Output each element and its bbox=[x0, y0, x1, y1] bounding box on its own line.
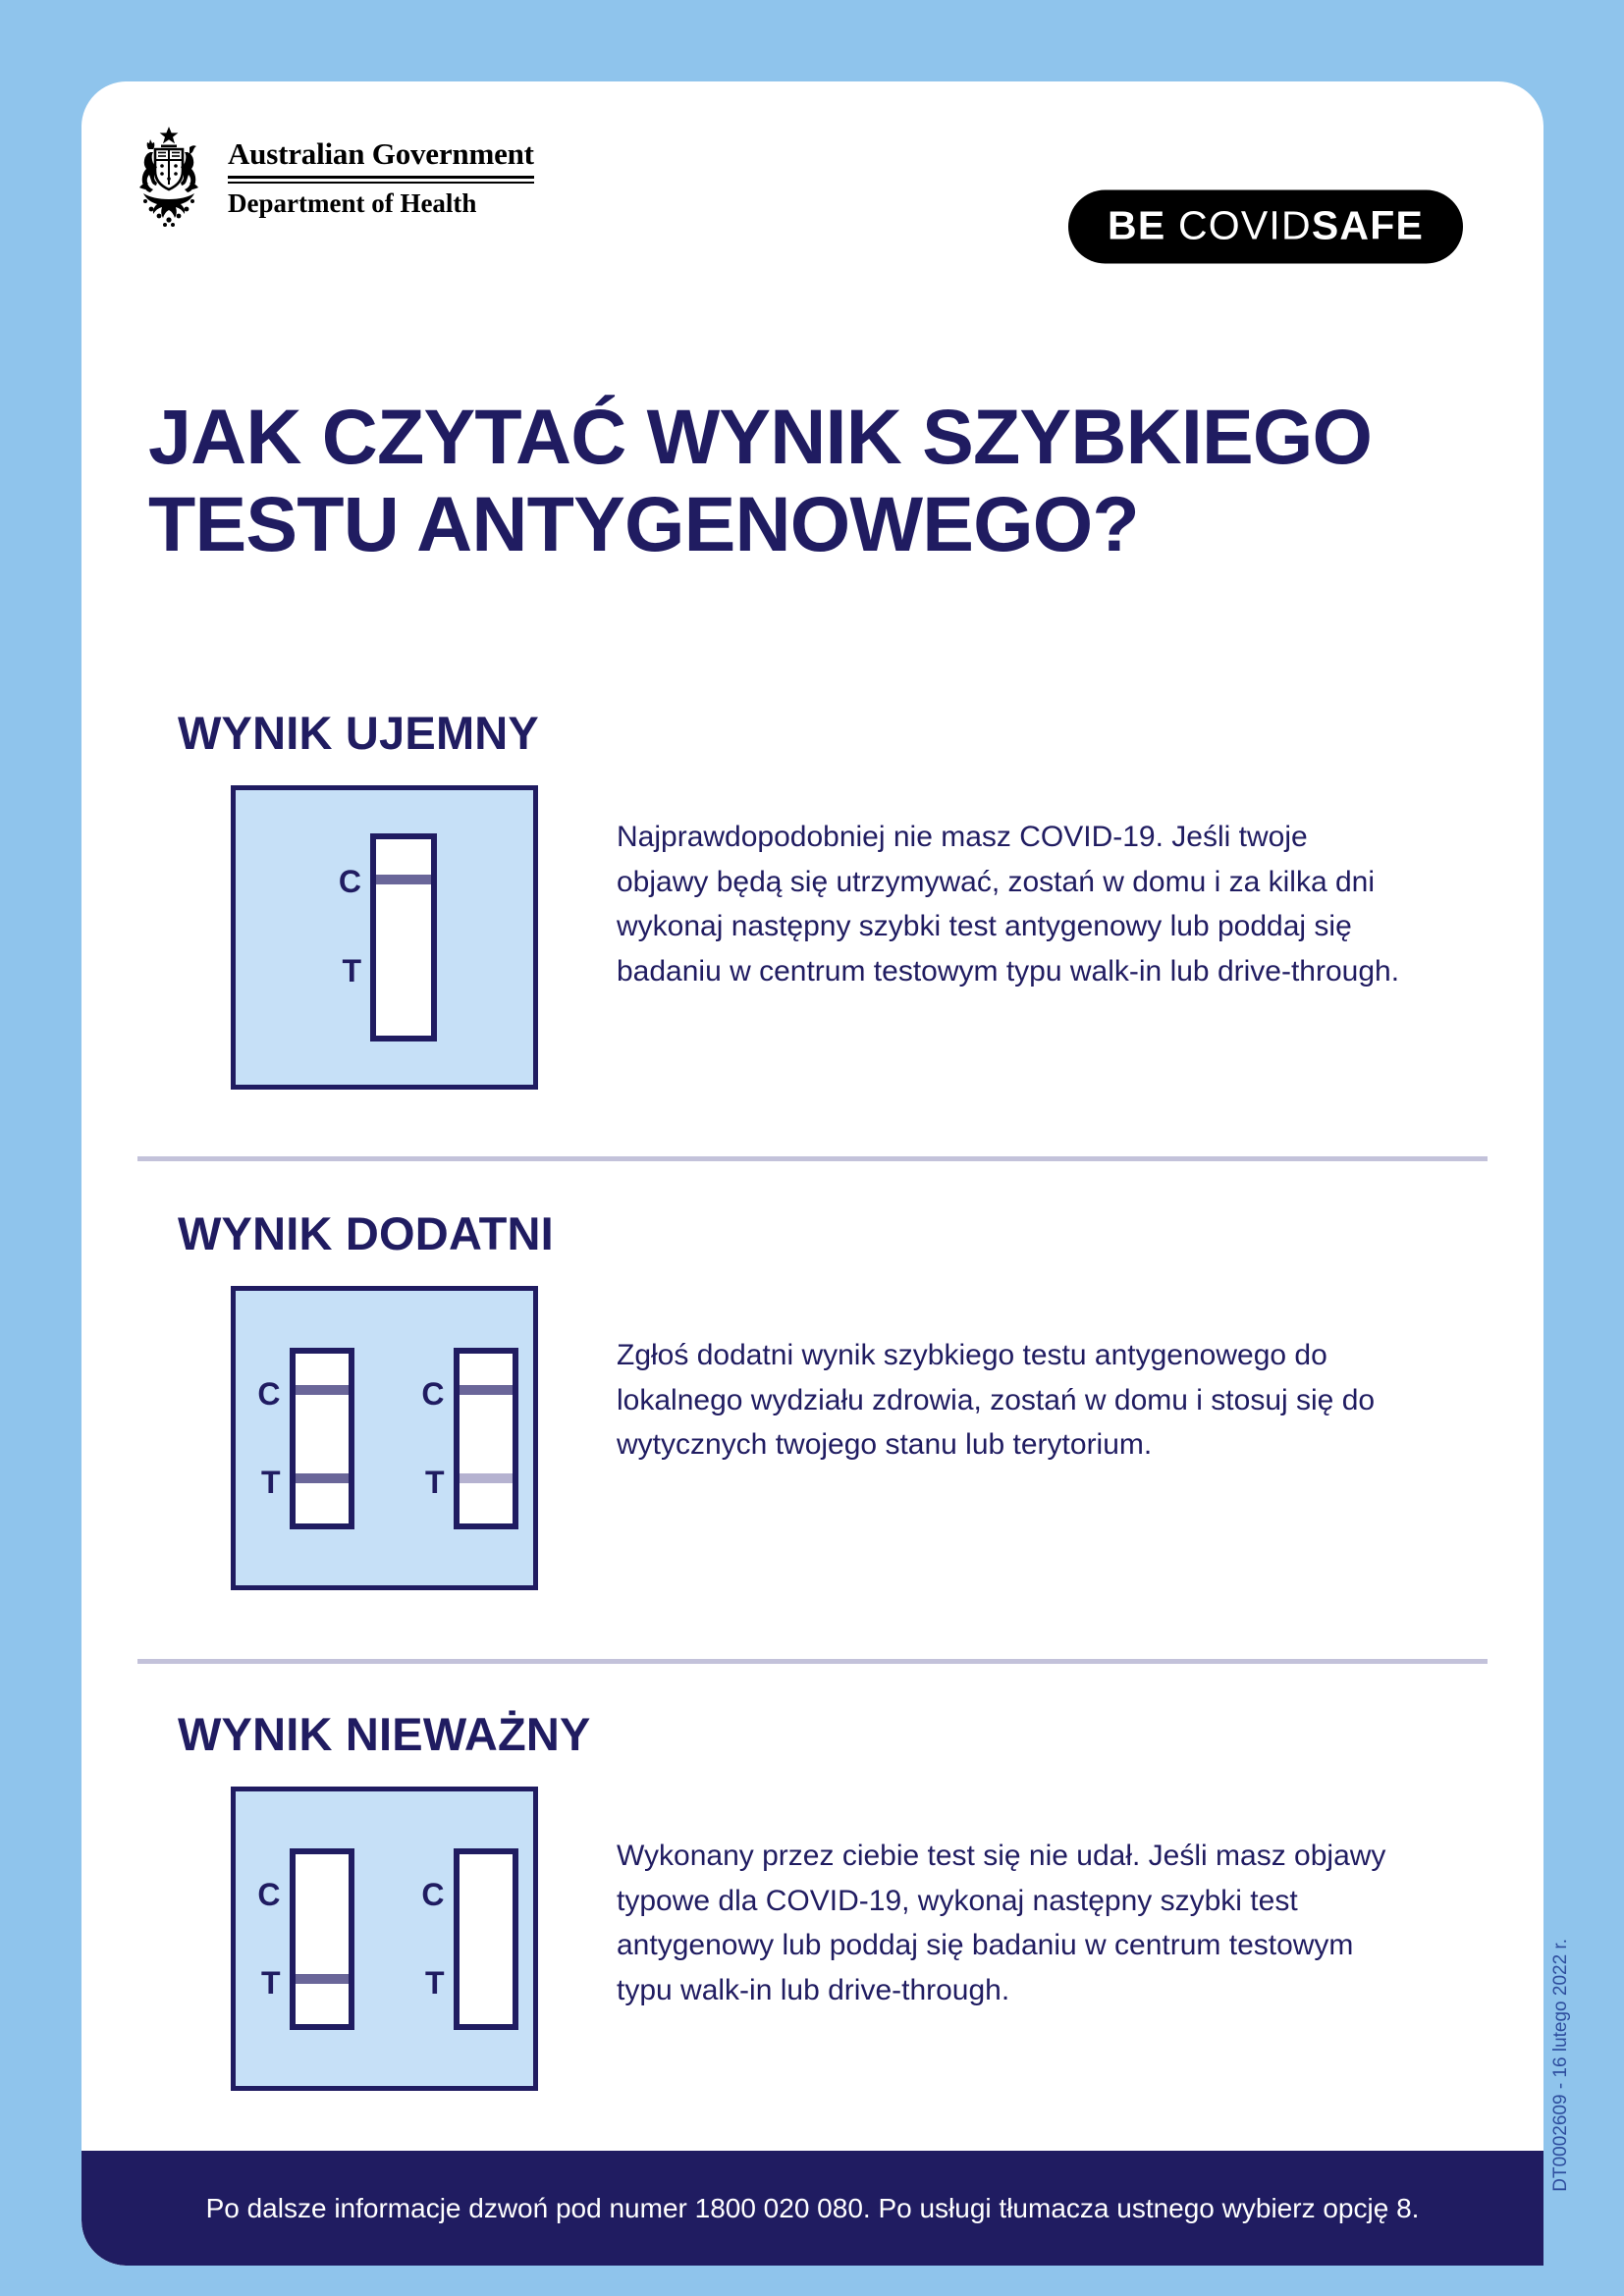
page-title bbox=[148, 393, 1503, 568]
covidsafe-mid: COVID bbox=[1177, 202, 1312, 248]
section-text-invalid: Wykonany przez ciebie test się nie udał. Jeśli masz objawy typowe dla COVID-19, wykonaj następny szybki test antygenowy lub poddaj się badaniu w centrum testowym typu walk-in lub drive-through. bbox=[617, 1840, 1386, 2006]
section-heading-invalid: WYNIK NIEWAŻNY bbox=[178, 1708, 591, 1760]
wordmark-rule-thick bbox=[228, 176, 534, 179]
section-body-positive bbox=[81, 1286, 1543, 1590]
wordmark-rule-thin bbox=[228, 182, 534, 184]
cassette-window bbox=[454, 1348, 518, 1529]
government-branding bbox=[124, 123, 534, 233]
test-label: T bbox=[260, 1964, 281, 2001]
control-label: C bbox=[421, 1375, 445, 1412]
cassette-invalid-1 bbox=[251, 1848, 354, 2030]
cassette-panel-invalid bbox=[231, 1787, 538, 2091]
figure-positive bbox=[231, 1286, 538, 1590]
document-code-vertical: DT0002609 - 16 lutego 2022 r. bbox=[1550, 1939, 1571, 2192]
cassette-invalid-2 bbox=[415, 1848, 518, 2030]
section-positive-result bbox=[81, 1207, 1543, 1590]
covidsafe-prefix: BE bbox=[1108, 202, 1178, 248]
cassette-labels bbox=[251, 1848, 281, 2030]
cassette-panel-positive bbox=[231, 1286, 538, 1590]
section-heading-positive: WYNIK DODATNI bbox=[178, 1207, 554, 1259]
cassette-window bbox=[454, 1848, 518, 2030]
page-title-line-1: JAK CZYTAĆ WYNIK SZYBKIEGO bbox=[148, 393, 1373, 480]
control-label: C bbox=[257, 1375, 281, 1412]
government-wordmark bbox=[228, 123, 534, 217]
cassette-labels bbox=[251, 1348, 281, 1529]
control-label: C bbox=[257, 1876, 281, 1912]
section-divider-1 bbox=[137, 1156, 1488, 1161]
section-invalid-result bbox=[81, 1708, 1543, 2091]
test-band bbox=[376, 964, 431, 974]
government-title: Australian Government bbox=[228, 136, 534, 171]
test-band bbox=[296, 1974, 349, 1984]
test-label: T bbox=[342, 953, 361, 988]
section-body-invalid bbox=[81, 1787, 1543, 2091]
control-band bbox=[460, 1886, 513, 1896]
section-heading-negative: WYNIK UJEMNY bbox=[178, 707, 539, 759]
cassette-window bbox=[290, 1348, 354, 1529]
page-title-line-2: TESTU ANTYGENOWEGO? bbox=[148, 480, 1139, 568]
cassette-negative-1 bbox=[332, 833, 437, 1041]
poster-header bbox=[81, 81, 1543, 278]
figure-negative bbox=[231, 785, 538, 1090]
australian-coat-of-arms-icon bbox=[124, 123, 214, 233]
cassette-labels bbox=[415, 1348, 445, 1529]
cassette-positive-2 bbox=[415, 1348, 518, 1529]
section-body-negative bbox=[81, 785, 1543, 1090]
section-text-positive: Zgłoś dodatni wynik szybkiego testu antygenowego do lokalnego wydziału zdrowia, zostań w domu i stosuj się do wytycznych twojego stanu lub terytorium. bbox=[617, 1339, 1376, 1462]
control-band bbox=[376, 875, 431, 884]
footer-contact-text: Po dalsze informacje dzwoń pod numer 1800 020 080. Po usługi tłumacza ustnego wybierz opcję 8. bbox=[205, 2192, 1420, 2223]
test-band bbox=[460, 1974, 513, 1984]
control-label: C bbox=[338, 864, 361, 899]
test-label: T bbox=[424, 1464, 445, 1500]
poster-card bbox=[81, 81, 1543, 2266]
test-band-faint bbox=[460, 1473, 513, 1483]
cassette-labels bbox=[332, 833, 361, 1041]
cassette-panel-negative bbox=[231, 785, 538, 1090]
section-negative-result bbox=[81, 707, 1543, 1090]
control-band bbox=[460, 1385, 513, 1395]
test-band bbox=[296, 1473, 349, 1483]
test-label: T bbox=[260, 1464, 281, 1500]
control-band bbox=[296, 1385, 349, 1395]
section-text-negative: Najprawdopodobniej nie masz COVID-19. Jeśli twoje objawy będą się utrzymywać, zostań w domu i za kilka dni wykonaj następny szybki test antygenowy lub poddaj się badaniu w centrum testowym typu walk-in lub drive-through. bbox=[617, 821, 1400, 988]
department-title: Department of Health bbox=[228, 187, 477, 218]
test-label: T bbox=[424, 1964, 445, 2001]
covidsafe-suffix: SAFE bbox=[1311, 202, 1424, 248]
control-band bbox=[296, 1886, 349, 1896]
cassette-window bbox=[370, 833, 437, 1041]
cassette-positive-1 bbox=[251, 1348, 354, 1529]
cassette-window bbox=[290, 1848, 354, 2030]
figure-invalid bbox=[231, 1787, 538, 2091]
control-label: C bbox=[421, 1876, 445, 1912]
section-divider-2 bbox=[137, 1659, 1488, 1664]
footer-bar bbox=[81, 2151, 1543, 2266]
cassette-labels bbox=[415, 1848, 445, 2030]
be-covidsafe-badge bbox=[1068, 190, 1463, 264]
